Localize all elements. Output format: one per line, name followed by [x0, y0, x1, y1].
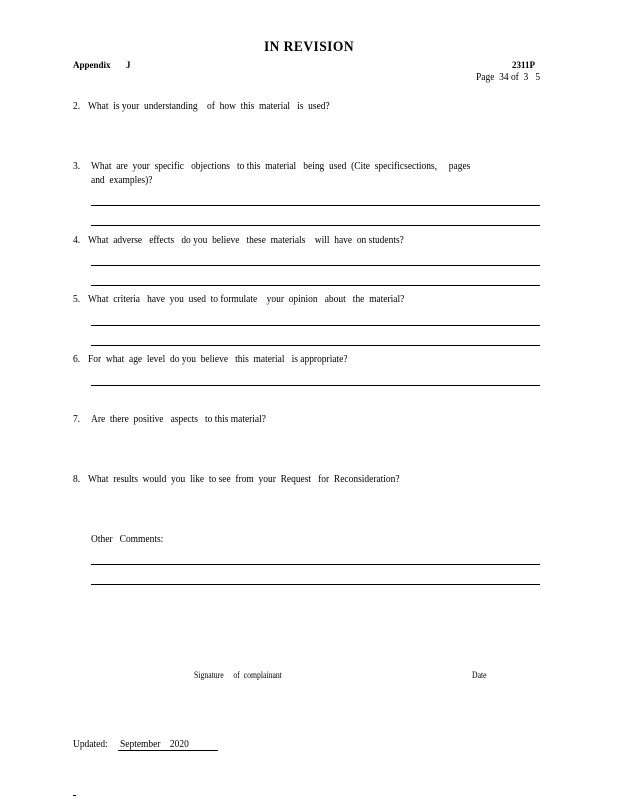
question-3-number: 3.	[73, 160, 81, 172]
question-7-number: 7.	[73, 413, 81, 425]
answer-line-4a[interactable]	[91, 265, 540, 266]
question-3-text: What are your specific objections to this material being used (Cite specificsections, pages	[91, 160, 471, 172]
answer-line-3b[interactable]	[91, 225, 540, 226]
question-3-text-cont: and examples)?	[91, 174, 153, 186]
page-title: IN REVISION	[263, 39, 355, 55]
question-2-text: What is your understanding of how this material is used?	[88, 100, 330, 112]
question-4-number: 4.	[73, 234, 81, 246]
updated-underline	[118, 750, 218, 751]
answer-line-3a[interactable]	[91, 205, 540, 206]
answer-line-5b[interactable]	[91, 345, 540, 346]
question-6-number: 6.	[73, 353, 81, 365]
comments-line-b[interactable]	[91, 584, 540, 585]
appendix-value: J	[126, 60, 131, 70]
question-7-text: Are there positive aspects to this material?	[91, 413, 266, 425]
question-2-number: 2.	[73, 100, 81, 112]
answer-line-6a[interactable]	[91, 385, 540, 386]
question-8-text: What results would you like to see from your Request for Reconsideration?	[88, 473, 400, 485]
updated-label: Updated:	[73, 738, 108, 750]
page-number: Page 34 of 3 5	[476, 71, 541, 83]
answer-line-4b[interactable]	[91, 285, 540, 286]
question-6-text: For what age level do you believe this material is appropriate?	[88, 353, 348, 365]
question-5-number: 5.	[73, 293, 81, 305]
appendix-label: Appendix	[73, 60, 111, 70]
question-5-text: What criteria have you used to formulate your opinion about the material?	[88, 293, 405, 305]
policy-code: 2311P	[512, 60, 536, 70]
page-mark	[73, 795, 76, 796]
other-comments-label: Other Comments:	[91, 533, 164, 545]
question-8-number: 8.	[73, 473, 81, 485]
question-4-text: What adverse effects do you believe these materials will have on students?	[88, 234, 404, 246]
updated-date: September 2020	[120, 738, 189, 750]
comments-line-a[interactable]	[91, 564, 540, 565]
date-label: Date	[472, 670, 487, 680]
signature-label: Signature of complainant	[194, 670, 282, 680]
answer-line-5a[interactable]	[91, 325, 540, 326]
